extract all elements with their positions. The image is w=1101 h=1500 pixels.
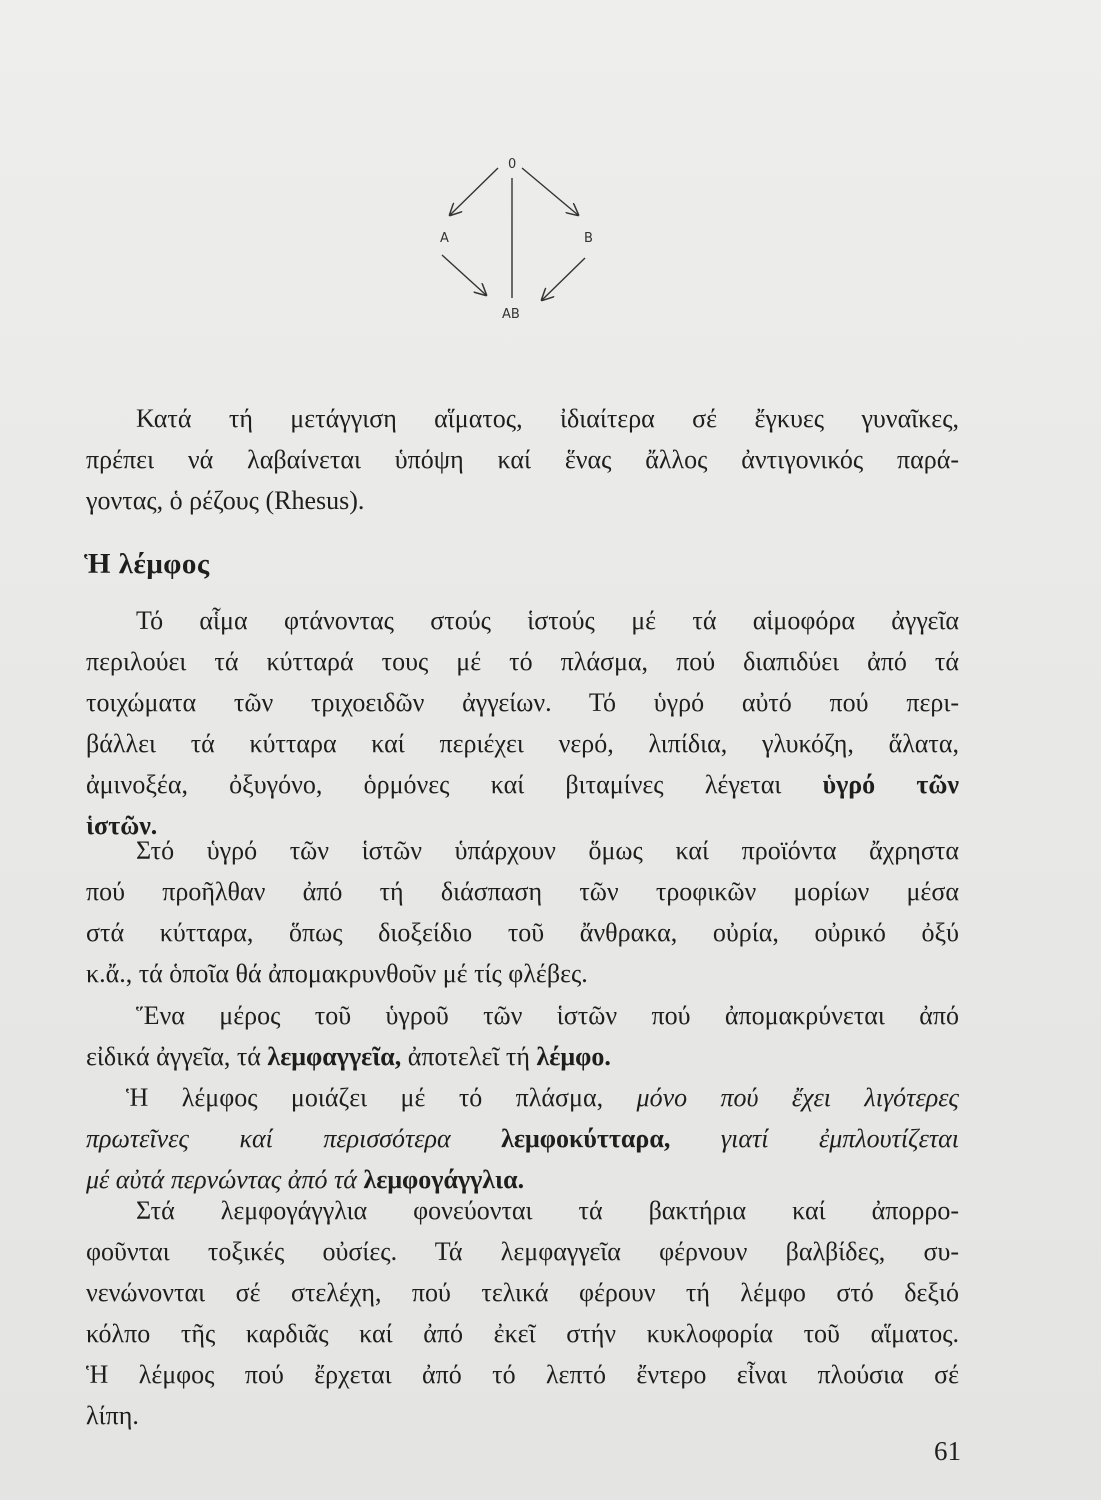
italic-fragment: γιατί ἐμπλουτίζεται (720, 1124, 960, 1153)
text-fragment: Ἡ λέμφος μοιάζει μέ τό πλάσμα, (126, 1083, 604, 1112)
arrow-b-to-ab (542, 258, 585, 300)
node-0: 0 (508, 157, 517, 172)
text-line: Στά λεμφογάγγλια φονεύονται τά βακτήρια καί ἀπορρο- (136, 1196, 959, 1225)
text-line: Ἕνα μέρος τοῦ ὑγροῦ τῶν ἱστῶν πού ἀπομακρύνεται ἀπό (136, 1001, 959, 1030)
text-line (86, 1077, 959, 1118)
text-line: πρέπει νά λαβαίνεται ὑπόψη καί ἕνας ἄλλος ἀντιγονικός παρά- (86, 445, 959, 474)
text-line: νενώνονται σέ στελέχη, πού τελικά φέρουν τή λέμφο στό δεξιό (86, 1278, 959, 1307)
italic-fragment: μέ αὐτά περνώντας ἀπό τά (86, 1165, 357, 1194)
text-fragment: ἀποτελεῖ τή (407, 1042, 530, 1071)
paragraph-tissue-fluid (86, 600, 959, 846)
node-a: A (440, 231, 449, 246)
paragraph-lymph-nodes (86, 1190, 959, 1436)
text-line: Στό ὑγρό τῶν ἱστῶν ὑπάρχουν ὅμως καί προϊόντα ἄχρηστα (136, 836, 959, 865)
text-line: περιλούει τά κύτταρά τους μέ τό πλάσμα, πού διαπιδύει ἀπό τά (86, 647, 959, 676)
blood-group-arrows (420, 140, 610, 330)
text-line (86, 1036, 959, 1077)
paragraph-waste-products (86, 830, 959, 994)
text-fragment: ἀμινοξέα, ὀξυγόνο, ὁρμόνες καί βιταμίνες λέγεται (86, 770, 782, 799)
text-line: κ.ἄ., τά ὁποῖα θά ἀπομακρυνθοῦν μέ τίς φλέβες. (86, 959, 588, 988)
text-line: πού προῆλθαν ἀπό τή διάσπαση τῶν τροφικῶν μορίων μέσα (86, 877, 959, 906)
italic-fragment: πρωτεῖνες καί περισσότερα (86, 1124, 451, 1153)
paragraph-lymph-composition (86, 1077, 959, 1200)
bold-term: λεμφογάγγλια. (363, 1165, 525, 1194)
page-number: 61 (934, 1436, 961, 1466)
text-line: Τό αἷμα φτάνοντας στούς ἱστούς μέ τά αἱμοφόρα ἀγγεῖα (136, 606, 959, 635)
text-line (86, 1118, 959, 1159)
arrow-0-to-a (450, 168, 498, 215)
section-heading: Ἡ λέμφος (84, 548, 210, 580)
paragraph-rhesus (86, 398, 959, 521)
arrow-a-to-ab (442, 255, 486, 295)
text-line: βάλλει τά κύτταρα καί περιέχει νερό, λιπίδια, γλυκόζη, ἅλατα, (86, 729, 959, 758)
text-line: γοντας, ὁ ρέζους (Rhesus). (86, 486, 365, 515)
bold-term: ἱστῶν. (86, 811, 158, 840)
text-line: Ἡ λέμφος πού ἔρχεται ἀπό τό λεπτό ἔντερο εἶναι πλούσια σέ (86, 1360, 959, 1389)
text-line: τοιχώματα τῶν τριχοειδῶν ἀγγείων. Τό ὑγρό αὐτό πού περι- (86, 688, 959, 717)
blood-group-diagram (420, 140, 610, 330)
text-line: φοῦνται τοξικές οὐσίες. Τά λεμφαγγεῖα φέρνουν βαλβίδες, συ- (86, 1237, 959, 1266)
bold-term: λέμφο. (536, 1042, 611, 1071)
node-ab: AB (502, 307, 520, 322)
bold-term: λεμφοκύτταρα, (501, 1124, 671, 1153)
text-line (86, 764, 959, 805)
bold-term: ὑγρό τῶν (822, 770, 959, 799)
italic-fragment: μόνο πού ἔχει λιγότερες (636, 1083, 959, 1112)
text-line: λίπη. (86, 1401, 139, 1430)
text-line: κόλπο τῆς καρδιᾶς καί ἀπό ἐκεῖ στήν κυκλοφορία τοῦ αἵματος. (86, 1319, 959, 1348)
paragraph-lymph-vessels (86, 995, 959, 1077)
text-fragment: εἰδικά ἀγγεῖα, τά (86, 1042, 261, 1071)
node-b: B (584, 231, 593, 246)
bold-term: λεμφαγγεῖα, (267, 1042, 402, 1071)
text-line: Κατά τή μετάγγιση αἵματος, ἰδιαίτερα σέ ἔγκυες γυναῖκες, (136, 404, 959, 433)
arrow-0-to-b (522, 168, 578, 215)
text-line: στά κύτταρα, ὅπως διοξείδιο τοῦ ἄνθρακα, οὐρία, οὐρικό ὀξύ (86, 918, 959, 947)
